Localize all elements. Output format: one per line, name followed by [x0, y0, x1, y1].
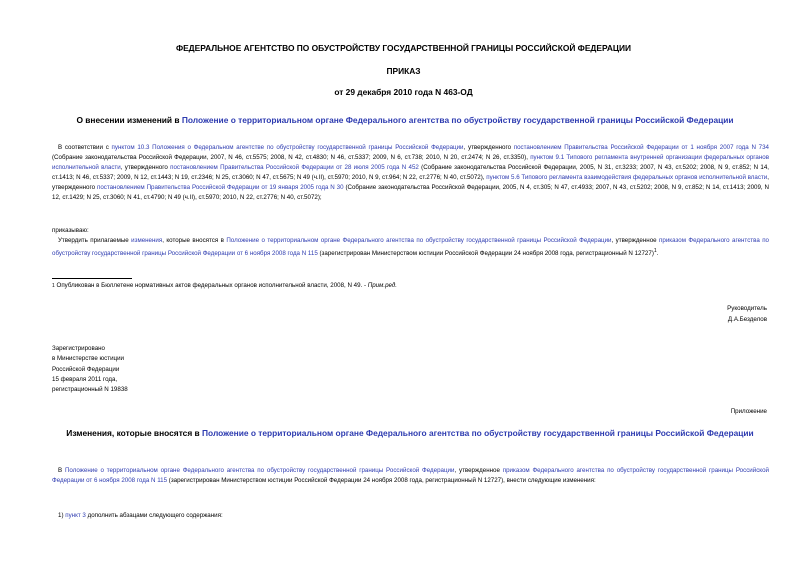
changes-link-order[interactable]: приказом Федерального агентства по обустройству государственной границы Российской Федерации от 6 ноября 2008 года N 115 [52, 467, 769, 485]
changes-title [60, 428, 760, 439]
preamble-text-2: , утвержденного [463, 144, 514, 151]
approve-text-3: , утвержденное [611, 237, 660, 244]
changes-intro-paragraph [52, 466, 769, 486]
document-type: ПРИКАЗ [386, 66, 421, 76]
document-title [50, 115, 760, 125]
approve-paragraph [52, 236, 769, 259]
approve-text-5: . [656, 250, 659, 258]
signatory-position: Руководитель [727, 305, 767, 312]
preamble-text-4: , утвержденного [120, 164, 171, 172]
changes-title-prefix: Изменения, которые вносятся в [66, 428, 203, 438]
item1-text-1: 1) [58, 512, 66, 519]
order-word: приказываю: [52, 227, 89, 234]
preamble-link-5[interactable]: пунктом 5.6 Типового регламента взаимодействия федеральных органов исполнительной власти [486, 174, 768, 182]
registration-line: Зарегистрировано [52, 345, 105, 352]
footnote-separator [52, 278, 132, 279]
approve-text-2: , которые вносятся в [162, 237, 227, 244]
changes-link-regulation[interactable]: Положение о территориальном органе Федерального агентства по обустройству государственной границы Российской Федерации [64, 467, 455, 474]
footnote-editor-note: Прим.ред. [367, 282, 398, 289]
title-regulation-link[interactable]: Положение о территориальном органе Федерального агентства по обустройству государственной границы Российской Федерации [181, 115, 734, 125]
preamble-text-6: , утвержденного [52, 174, 769, 192]
document-date-number: от 29 декабря 2010 года N 463-ОД [334, 87, 473, 97]
approve-text-4: (зарегистрирован Министерством юстиции Российской Федерации 24 ноября 2008 года, регистрационный N 12727) [317, 250, 654, 258]
preamble-text-5: (Собрание законодательства Российской Федерации, 2005, N 31, ст.3233; 2007, N 43, ст.5202; 2008, N 9, ст.852; N 14, ст.1413; N 46, ст.5337; 2009, N 12, ст.1443; N 19, ст.2346; N 25, ст.3060; N 47, ст.5675; N 49 (ч.II), ст.5970; 2010, N 9, ст.964; N 22, ст.2776; N 40, ст.5072), [52, 164, 769, 182]
registration-line: 15 февраля 2011 года, [52, 375, 118, 383]
footnote-text: Опубликован в Бюллетене нормативных актов федеральных органов исполнительной власти, 2008, N 49. - [54, 282, 368, 289]
signatory-name: Д.А.Безделов [727, 316, 767, 323]
title-prefix: О внесении изменений в [76, 115, 182, 125]
registration-block [52, 344, 128, 395]
changes-text-1: В [58, 467, 65, 474]
preamble-paragraph [52, 143, 769, 204]
changes-text-3: (зарегистрирован Министерством юстиции Российской Федерации 24 ноября 2008 года, регистрационный N 12727), внести следующие изменения: [167, 477, 596, 485]
appendix-label: Приложение [730, 408, 767, 415]
preamble-link-1[interactable]: пунктом 10.3 Положения о Федеральном агентстве по обустройству государственной границы Российской Федерации [111, 144, 464, 151]
agency-heading: ФЕДЕРАЛЬНОЕ АГЕНТСТВО ПО ОБУСТРОЙСТВУ ГОСУДАРСТВЕННОЙ ГРАНИЦЫ РОССИЙСКОЙ ФЕДЕРАЦИИ [175, 43, 632, 53]
approve-text-1: Утвердить прилагаемые [58, 237, 132, 244]
item1-link-point[interactable]: пункт 3 [65, 512, 86, 519]
preamble-link-3[interactable]: пунктом 9.1 Типового регламента внутренней организации федеральных органов исполнительной власти [52, 154, 769, 172]
change-item-1 [52, 511, 769, 521]
changes-text-2: , утвержденное [454, 467, 503, 474]
registration-line: Российской Федерации [52, 365, 120, 373]
approve-link-regulation[interactable]: Положение о территориальном органе Федерального агентства по обустройству государственной границы Российской Федерации [226, 237, 612, 244]
footnote-mark: 1 [52, 283, 55, 289]
footnote-reference[interactable]: 1 [653, 248, 657, 255]
preamble-link-2[interactable]: постановлением Правительства Российской Федерации от 1 ноября 2007 года N 734 [513, 144, 769, 151]
approve-link-order[interactable]: приказом Федерального агентства по обустройству государственной границы Российской Федерации от 6 ноября 2008 года N 115 [52, 237, 769, 258]
approve-link-changes[interactable]: изменения [131, 237, 163, 244]
changes-title-link[interactable]: Положение о территориальном органе Федерального агентства по обустройству государственной границы Российской Федерации [202, 428, 754, 438]
preamble-link-4[interactable]: постановлением Правительства Российской Федерации от 28 июля 2005 года N 452 [170, 164, 419, 172]
preamble-text-3: (Собрание законодательства Российской Федерации, 2007, N 46, ст.5575; 2008, N 42, ст.4830; N 46, ст.5337; 2009, N 6, ст.738; 2010, N 20, ст.2474; N 26, ст.3350), [52, 154, 531, 162]
registration-line: в Министерстве юстиции [52, 355, 125, 363]
preamble-text-1: В соответствии с [58, 144, 112, 151]
registration-line: регистрационный N 19838 [52, 386, 128, 394]
item1-text-2: дополнить абзацами следующего содержания: [85, 512, 223, 519]
preamble-text-7: (Собрание законодательства Российской Федерации, 2005, N 4, ст.305; N 47, ст.4933; 2007, N 43, ст.5202; 2008, N 9, ст.852; N 14, ст.1413; 2009, N 12, ст.1429; N 25, ст.3060; N 41, ст.4790; N 49 (ч.II), ст.5970; 2010, N 22, ст.2776; N 40, ст.5072); [52, 184, 769, 202]
preamble-link-6[interactable]: постановлением Правительства Российской Федерации от 19 января 2005 года N 30 [96, 184, 344, 192]
footnote [52, 281, 397, 291]
